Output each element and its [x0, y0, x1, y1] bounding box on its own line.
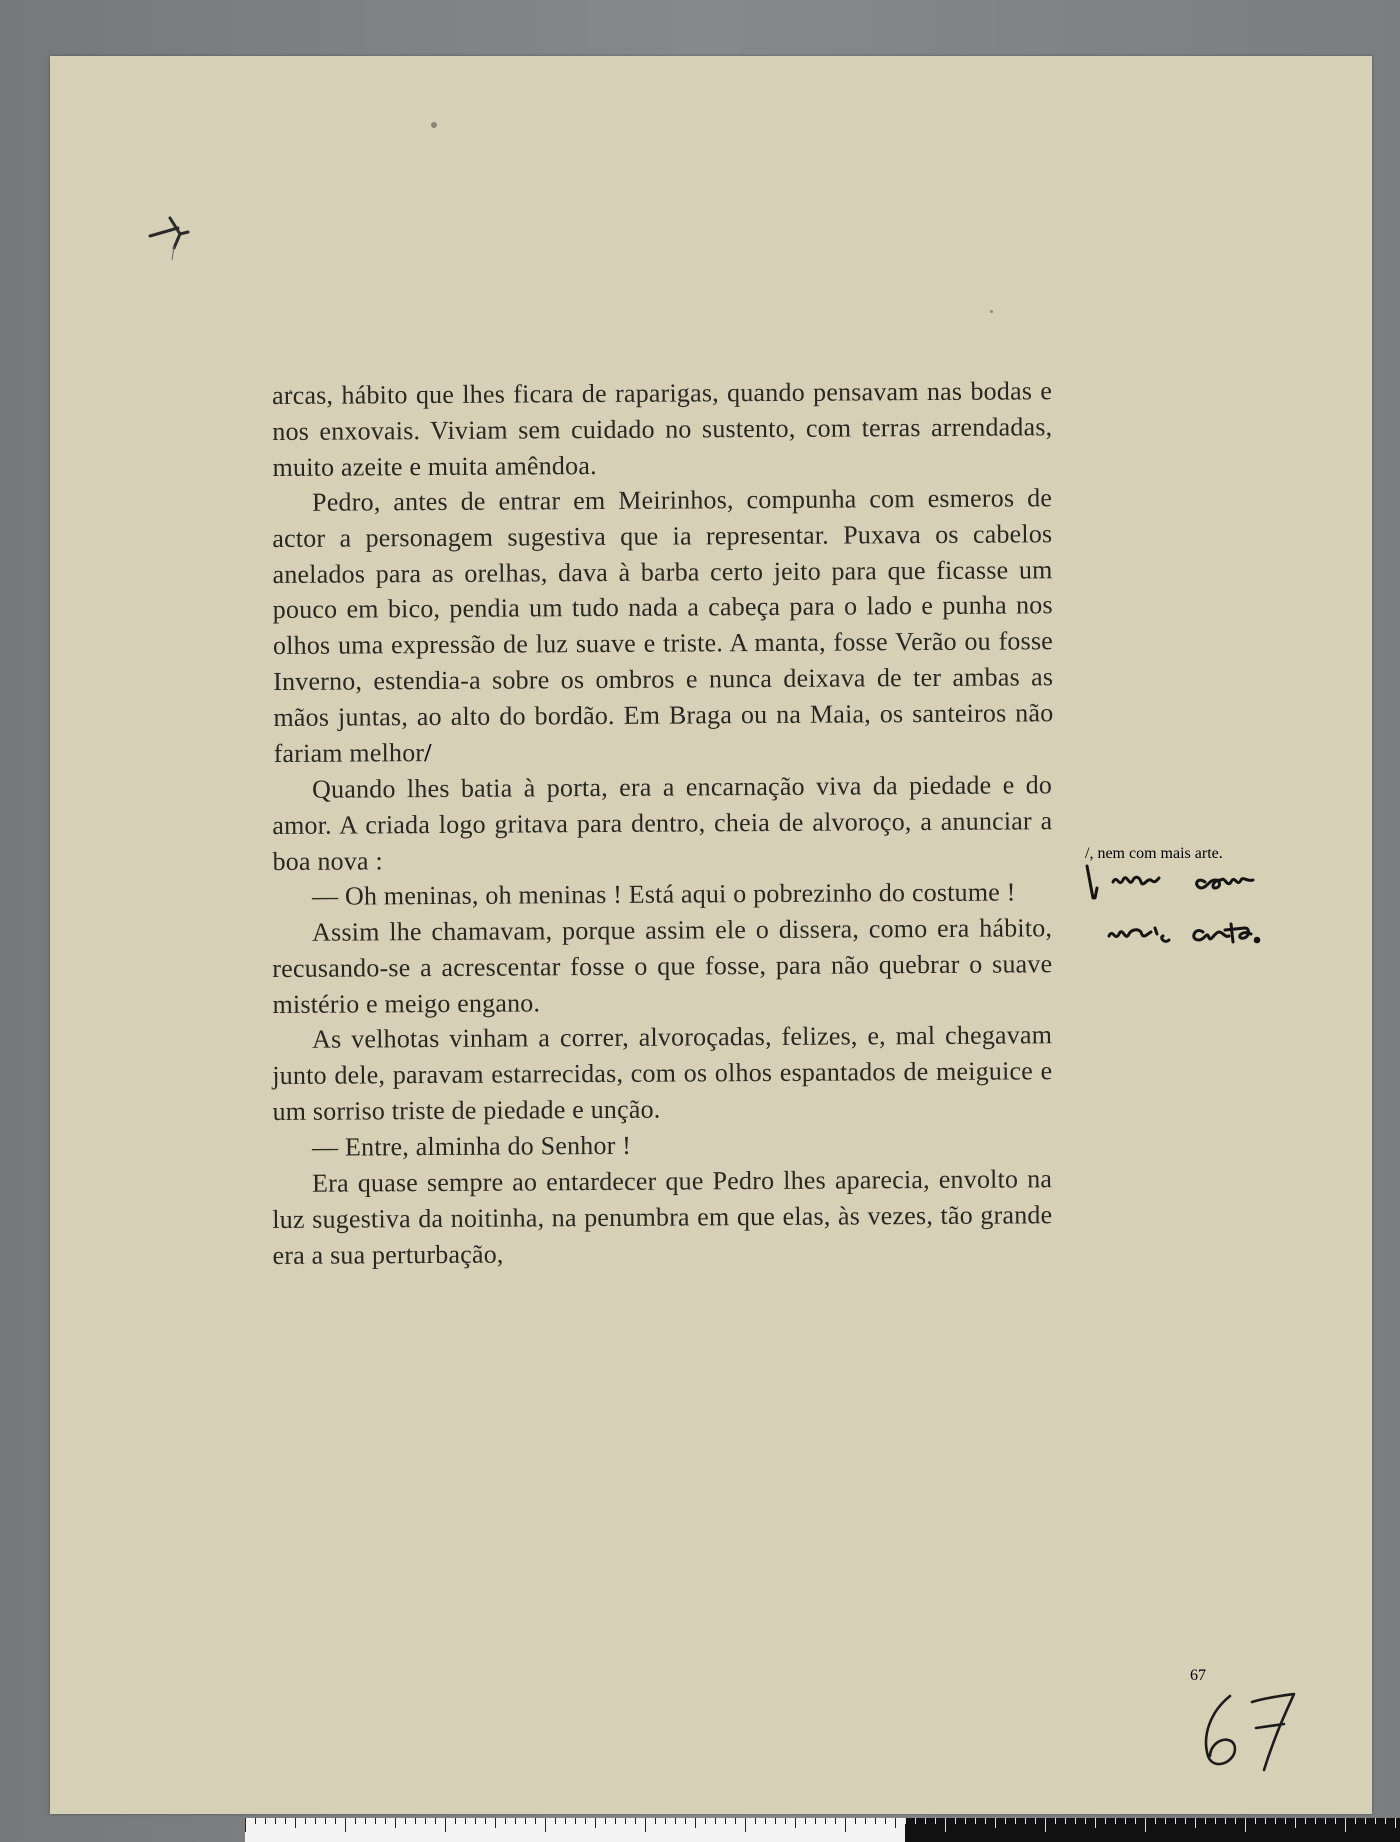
ruler-tick: [1005, 1818, 1006, 1824]
ruler-tick: [1125, 1818, 1126, 1824]
ruler-tick: [1105, 1818, 1106, 1824]
ruler-tick: [615, 1818, 616, 1824]
paragraph: Era quase sempre ao entardecer que Pedro lhes aparecia, envolto na luz sugestiva da noitinha, na penumbra em que elas, às vezes, tão grande era a sua perturbação,: [272, 1163, 1053, 1270]
ruler-tick: [1045, 1818, 1046, 1832]
ruler-tick: [345, 1818, 346, 1832]
ruler-tick: [1315, 1818, 1316, 1824]
dialogue-line: — Entre, alminha do Senhor !: [312, 1130, 632, 1162]
ruler-tick: [1065, 1818, 1066, 1824]
ruler-tick: [675, 1818, 676, 1824]
ruler-tick: [845, 1818, 846, 1832]
ruler-tick: [505, 1818, 506, 1824]
ruler-tick: [1155, 1818, 1156, 1824]
dialogue-line: — Oh meninas, oh meninas ! Está aqui o pobrezinho do costume !: [312, 877, 1016, 911]
paragraph-text: Pedro, antes de entrar em Meirinhos, compunha com esmeros de actor a personagem sugestiva que ia representar. Puxava os cabelos anelados para as orelhas, dava à barba certo jeito para que ficasse um pouco em bico, pendia um tudo nada a cabeça para o lado e punha nos olhos uma expressão de luz suave e triste. A manta, fosse Verão ou fosse Inverno, estendia-a sobre os ombros e nunca deixava de ter ambas as mãos juntas, ao alto do bordão. Em Braga ou na Maia, os santeiros não fariam melhor: [272, 483, 1054, 768]
ruler-tick: [285, 1818, 286, 1824]
ruler-tick: [795, 1818, 796, 1828]
ruler-tick: [1055, 1818, 1056, 1824]
ruler-tick: [1015, 1818, 1016, 1824]
ruler-tick: [275, 1818, 276, 1824]
ruler-tick: [1175, 1818, 1176, 1824]
ruler-tick: [335, 1818, 336, 1824]
ruler-tick: [355, 1818, 356, 1824]
ruler-tick: [1235, 1818, 1236, 1824]
ruler-tick: [475, 1818, 476, 1824]
ruler-tick: [1145, 1818, 1146, 1832]
ruler-tick: [565, 1818, 566, 1824]
ruler-tick: [1095, 1818, 1096, 1828]
ruler-tick: [865, 1818, 866, 1824]
ruler-tick: [1205, 1818, 1206, 1824]
paragraph: As velhotas vinham a correr, alvoroçadas, felizes, e, mal chegavam junto dele, paravam estarrecidas, com os olhos espantados de meiguice e um sorriso triste de piedade e unção.: [272, 1020, 1053, 1126]
ruler-tick: [775, 1818, 776, 1824]
ruler-tick: [315, 1818, 316, 1824]
paragraph: Quando lhes batia à porta, era a encarnação viva da piedade e do amor. A criada logo gritava para dentro, cheia de alvoroço, a anunciar a boa nova :: [272, 770, 1053, 876]
ruler-tick: [1225, 1818, 1226, 1824]
ruler-tick: [825, 1818, 826, 1824]
ruler-tick: [965, 1818, 966, 1824]
page-number-text: 67: [1190, 1667, 1206, 1684]
ruler-tick: [525, 1818, 526, 1824]
ruler-tick: [405, 1818, 406, 1824]
ruler-tick: [305, 1818, 306, 1824]
ruler-tick: [425, 1818, 426, 1824]
ruler-tick: [695, 1818, 696, 1828]
ruler-tick: [1385, 1818, 1386, 1824]
ruler-tick: [265, 1818, 266, 1824]
ruler-tick: [1305, 1818, 1306, 1824]
ruler-tick: [1285, 1818, 1286, 1824]
ruler-tick: [755, 1818, 756, 1824]
ruler-tick: [1115, 1818, 1116, 1824]
ruler-tick: [955, 1818, 956, 1824]
ruler-tick: [785, 1818, 786, 1824]
ruler-tick: [1355, 1818, 1356, 1824]
ruler-tick: [485, 1818, 486, 1824]
ruler-tick: [575, 1818, 576, 1824]
ruler-tick: [915, 1818, 916, 1824]
ruler-tick: [835, 1818, 836, 1824]
ruler-tick: [1365, 1818, 1366, 1824]
ruler-tick: [375, 1818, 376, 1824]
ruler-tick: [655, 1818, 656, 1824]
marginal-note-text: /, nem com mais arte.: [1085, 845, 1223, 862]
ruler-tick: [1035, 1818, 1036, 1824]
ruler-tick: [595, 1818, 596, 1828]
ruler-tick: [995, 1818, 996, 1828]
ruler-tick: [1275, 1818, 1276, 1824]
paper-speck: [990, 310, 993, 313]
handwritten-marginal-note: [1085, 845, 1325, 968]
ruler-tick: [1165, 1818, 1166, 1824]
ruler-tick: [895, 1818, 896, 1828]
ruler-tick: [875, 1818, 876, 1824]
ruler-tick: [805, 1818, 806, 1824]
ruler-tick: [395, 1818, 396, 1828]
ruler-tick: [385, 1818, 386, 1824]
paragraph: [272, 481, 1054, 772]
ruler-tick: [295, 1818, 296, 1828]
ruler-tick: [1345, 1818, 1346, 1832]
ruler-tick: [645, 1818, 646, 1832]
ruler-tick: [325, 1818, 326, 1824]
ruler-tick: [1395, 1818, 1396, 1828]
ruler-tick: [1195, 1818, 1196, 1828]
ruler-tick: [1085, 1818, 1086, 1824]
ruler-tick: [465, 1818, 466, 1824]
ruler-tick: [415, 1818, 416, 1824]
ruler-tick: [1375, 1818, 1376, 1824]
ruler-tick: [935, 1818, 936, 1824]
ruler-tick: [725, 1818, 726, 1824]
ruler-tick: [245, 1818, 246, 1832]
ruler-tick: [745, 1818, 746, 1832]
ruler-tick: [975, 1818, 976, 1824]
ruler-tick: [1335, 1818, 1336, 1824]
ruler-tick: [905, 1818, 906, 1824]
ruler-tick: [585, 1818, 586, 1824]
ruler-tick: [1215, 1818, 1216, 1824]
ruler-tick: [885, 1818, 886, 1824]
ruler-tick: [715, 1818, 716, 1824]
ruler-tick: [555, 1818, 556, 1824]
handwritten-page-number: [1190, 1667, 1310, 1776]
ruler-tick: [925, 1818, 926, 1824]
scan-ruler: [245, 1818, 1400, 1842]
ruler-tick: [1185, 1818, 1186, 1824]
ruler-tick: [1135, 1818, 1136, 1824]
ruler-tick: [735, 1818, 736, 1824]
ruler-tick: [1075, 1818, 1076, 1824]
paper-speck: [431, 122, 437, 128]
ruler-tick: [445, 1818, 446, 1832]
ruler-tick: [705, 1818, 706, 1824]
paragraph: Assim lhe chamavam, porque assim ele o dissera, como era hábito, recusando-se a acrescentar fosse o que fosse, para não quebrar o suave mistério e meigo engano.: [272, 913, 1053, 1019]
ruler-tick: [1325, 1818, 1326, 1824]
ruler-tick: [605, 1818, 606, 1824]
ruler-tick: [435, 1818, 436, 1824]
ruler-tick: [635, 1818, 636, 1824]
ruler-tick: [455, 1818, 456, 1824]
insertion-mark: /: [424, 737, 432, 768]
paragraph: arcas, hábito que lhes ficara de raparigas, quando pensavam nas bodas e nos enxovais. Viviam sem cuidado no sustento, com terras arrendadas, muito azeite e muita amêndoa.: [272, 376, 1053, 482]
ruler-tick: [365, 1818, 366, 1824]
ruler-tick: [855, 1818, 856, 1824]
ruler-tick: [625, 1818, 626, 1824]
ruler-tick: [815, 1818, 816, 1824]
ruler-tick: [545, 1818, 546, 1832]
ruler-tick: [535, 1818, 536, 1824]
body-text: [272, 378, 1052, 1273]
ruler-tick: [985, 1818, 986, 1824]
ruler-tick: [1025, 1818, 1026, 1824]
ruler-tick: [515, 1818, 516, 1824]
ruler-tick: [495, 1818, 496, 1828]
ruler-tick: [255, 1818, 256, 1824]
ruler-tick: [945, 1818, 946, 1832]
ruler-tick: [665, 1818, 666, 1824]
ruler-tick: [685, 1818, 686, 1824]
ruler-tick: [1255, 1818, 1256, 1824]
ruler-tick: [1265, 1818, 1266, 1824]
ruler-tick: [1295, 1818, 1296, 1828]
ruler-tick: [1245, 1818, 1246, 1832]
tack-hole-icon: [130, 168, 220, 288]
ruler-tick: [765, 1818, 766, 1824]
